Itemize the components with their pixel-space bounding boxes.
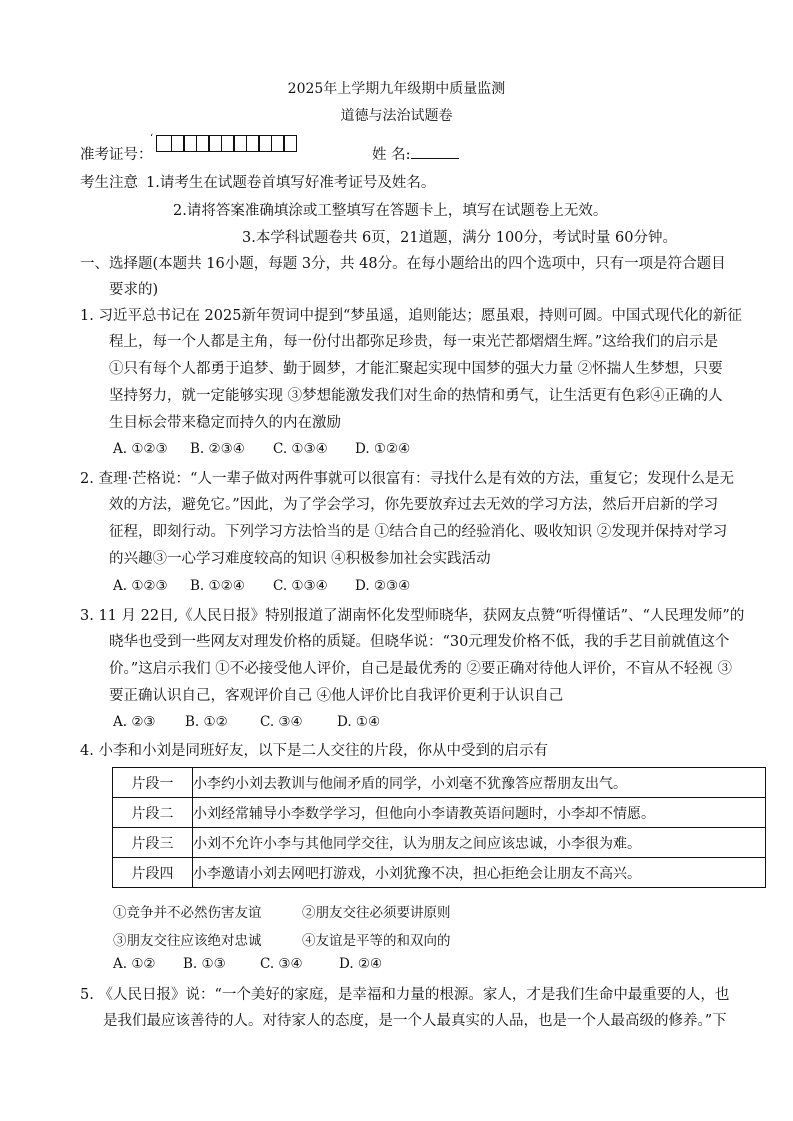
segment-text: 小李约小刘去教训与他闹矛盾的同学，小刘毫不犹豫答应帮朋友出气。 <box>193 768 766 798</box>
exam-id-mark: ‘ <box>150 133 154 144</box>
question-3-text: 要正确认识自己，客观评价自己 ④他人评价比自我评价更利于认识自己 <box>109 688 564 704</box>
question-1-text: 程上，每一个人都是主角，每一份付出都弥足珍贵，每一束光芒都熠熠生辉。”这给我们的启示是 <box>109 334 719 350</box>
option-a[interactable]: A. ②③ <box>113 714 156 730</box>
question-2-text: 的兴趣③一心学习难度较高的知识 ④积极参加社会实践活动 <box>109 551 491 567</box>
segment-label: 片段一 <box>113 768 193 798</box>
option-d[interactable]: D. ②④ <box>339 956 383 972</box>
question-3-text: 价。”这启示我们 ①不必接受他人评价，自己是最优秀的 ②要正确对待他人评价，不盲从不轻视 ③ <box>109 661 732 677</box>
segments-table <box>112 767 766 888</box>
segment-text: 小刘经常辅导小李数学学习，但他向小李请教英语问题时，小李却不情愿。 <box>193 798 766 828</box>
name-field[interactable] <box>372 143 459 164</box>
question-1-text: 生目标会带来稳定而持久的内在激励 <box>109 415 341 431</box>
section-heading: 一、选择题(本题共 16小题，每题 3分，共 48分。在每小题给出的四个选项中，只有一项是符合题目 <box>80 256 726 272</box>
question-1-text: 1. 习近平总书记在 2025新年贺词中提到“梦虽遥，追则能达；愿虽艰，持则可圆。中国式现代化的新征 <box>80 308 742 324</box>
question-1-text: ①只有每个人都勇于追梦、勤于圆梦，才能汇聚起实现中国梦的强大力量 ②怀揣人生梦想，只要 <box>109 361 723 377</box>
statement: ②朋友交往必须要讲原则 <box>302 905 451 921</box>
notice-item: 3.本学科试题卷共 6页，21道题，满分 100分，考试时量 60分钟。 <box>242 230 677 246</box>
question-2-text: 2. 查理·芒格说：“人一辈子做对两件事就可以很富有：寻找什么是有效的方法，重复它；发现什么是无 <box>80 471 734 487</box>
segment-label: 片段二 <box>113 798 193 828</box>
notice-item: 2.请将答案准确填涂或工整填写在答题卡上，填写在试题卷上无效。 <box>173 203 608 219</box>
option-a[interactable]: A. ①②③ <box>113 441 168 457</box>
statement: ①竞争并不必然伤害友谊 <box>113 905 262 921</box>
question-4-options <box>113 956 382 972</box>
table-row <box>113 858 766 888</box>
exam-id-box[interactable] <box>283 135 297 152</box>
question-5-text: 是我们最应该善待的人。对待家人的态度，是一个人最真实的人品，也是一个人最高级的修养。”下 <box>103 1013 727 1029</box>
option-c[interactable]: C. ③④ <box>260 714 303 730</box>
option-b[interactable]: B. ①③ <box>183 956 226 972</box>
exam-id-label: 准考证号： <box>80 147 153 163</box>
question-5-text: 5. 《人民日报》说：“一个美好的家庭，是幸福和力量的根源。家人，才是我们生命中最重要的人，也 <box>80 987 730 1003</box>
segment-label: 片段四 <box>113 858 193 888</box>
segment-label: 片段三 <box>113 828 193 858</box>
option-d[interactable]: D. ②③④ <box>355 578 411 594</box>
question-1-options <box>113 441 410 457</box>
option-a[interactable]: A. ①② <box>113 956 156 972</box>
option-b[interactable]: B. ①②④ <box>190 578 245 594</box>
table-row <box>113 828 766 858</box>
question-3-text: 晓华也受到一些网友对理发价格的质疑。但晓华说：“30元理发价格不低，我的手艺目前就值这个 <box>109 634 730 650</box>
option-d[interactable]: D. ①②④ <box>355 441 411 457</box>
exam-title: 2025年上学期九年级期中质量监测 <box>287 81 506 97</box>
question-4-text: 4. 小李和小刘是同班好友，以下是二人交往的片段，你从中受到的启示有 <box>80 743 548 759</box>
question-3-options <box>113 714 380 730</box>
option-b[interactable]: B. ①② <box>185 714 228 730</box>
segment-text: 小李邀请小刘去网吧打游戏，小刘犹豫不决，担心拒绝会让朋友不高兴。 <box>193 858 766 888</box>
exam-subtitle: 道德与法治试题卷 <box>340 108 453 124</box>
statement: ④友谊是平等的和双向的 <box>302 933 451 949</box>
name-label: 姓 名: <box>372 147 411 163</box>
question-3-text: 3. 11 月 22日,《人民日报》特别报道了湖南怀化发型师晓华，获网友点赞“听得懂话”、“人民理发师”的 <box>80 608 745 624</box>
table-row <box>113 798 766 828</box>
question-2-options <box>113 578 410 594</box>
segment-text: 小刘不允许小李与其他同学交往，认为朋友之间应该忠诚，小李很为难。 <box>193 828 766 858</box>
option-c[interactable]: C. ①③④ <box>273 578 328 594</box>
statement: ③朋友交往应该绝对忠诚 <box>113 933 262 949</box>
question-2-text: 征程，即刻行动。下列学习方法恰当的是 ①结合自己的经验消化、吸收知识 ②发现并保持对学习 <box>109 524 728 540</box>
table-row <box>113 768 766 798</box>
question-2-text: 效的方法，避免它。”因此，为了学会学习，你先要放弃过去无效的学习方法，然后开启新的学习 <box>109 497 719 513</box>
option-a[interactable]: A. ①②③ <box>113 578 168 594</box>
option-c[interactable]: C. ①③④ <box>273 441 328 457</box>
name-underline[interactable] <box>411 145 459 159</box>
notice-label: 考生注意 <box>80 175 138 191</box>
notice-item: 1.请考生在试题卷首填写好准考证号及姓名。 <box>146 175 436 191</box>
option-c[interactable]: C. ③④ <box>260 956 303 972</box>
option-b[interactable]: B. ②③④ <box>190 441 245 457</box>
section-heading-cont: 要求的) <box>109 282 159 298</box>
option-d[interactable]: D. ①④ <box>337 714 381 730</box>
question-1-text: 坚持努力，就一定能够实现 ③梦想能激发我们对生命的热情和勇气，让生活更有色彩④正确的人 <box>109 388 723 404</box>
exam-id-boxes[interactable] <box>156 135 296 152</box>
